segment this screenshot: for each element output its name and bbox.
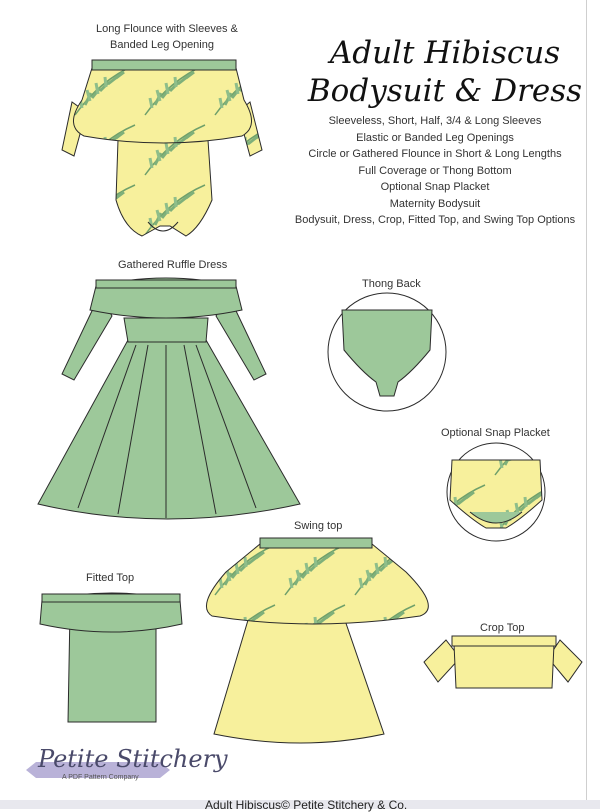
feature-item: Bodysuit, Dress, Crop, Fitted Top, and Swing Top Options	[294, 214, 576, 226]
footer-copyright: Adult Hibiscus© Petite Stitchery & Co.	[205, 798, 408, 812]
neckband	[92, 60, 236, 70]
logo-name: Petite Stitchery	[38, 745, 228, 773]
feature-item: Full Coverage or Thong Bottom	[358, 164, 512, 177]
caption-fitted-top: Fitted Top	[86, 572, 135, 584]
long-flounce-bodysuit	[62, 60, 262, 236]
crop-top-band	[452, 636, 556, 646]
caption-optional-snap-placket: Optional Snap Placket	[441, 427, 550, 439]
caption-long-flounce-line2: Banded Leg Opening	[110, 39, 214, 51]
swing-top-neckband	[260, 538, 372, 548]
feature-item: Circle or Gathered Flounce in Short & Long Lengths	[308, 148, 562, 160]
title-line-2: Bodysuit & Dress	[307, 73, 583, 109]
fitted-top-neckband	[42, 594, 180, 602]
caption-crop-top: Crop Top	[480, 622, 525, 634]
thong-back-detail	[328, 293, 446, 411]
feature-item: Sleeveless, Short, Half, 3/4 & Long Sleeves	[328, 115, 542, 127]
feature-item: Optional Snap Placket	[380, 181, 490, 193]
crop-top	[424, 636, 582, 688]
gathered-ruffle-dress	[38, 278, 300, 519]
swing-top	[206, 538, 428, 743]
feature-list	[280, 113, 590, 229]
logo-tagline: A PDF Pattern Company	[62, 774, 139, 781]
title-line-1: Adult Hibiscus	[329, 35, 561, 71]
caption-swing-top: Swing top	[294, 520, 343, 532]
crop-top-body	[454, 644, 554, 688]
snap-placket-detail	[447, 443, 545, 541]
swing-top-flounce	[206, 544, 428, 624]
fitted-top	[40, 593, 182, 722]
caption-long-flounce-line1: Long Flounce with Sleeves &	[96, 23, 238, 35]
feature-item: Elastic or Banded Leg Openings	[356, 131, 514, 144]
caption-gathered-ruffle-dress: Gathered Ruffle Dress	[118, 259, 228, 271]
feature-item: Maternity Bodysuit	[389, 197, 481, 210]
flounce	[73, 68, 251, 143]
caption-thong-back: Thong Back	[362, 278, 421, 290]
dress-neckband	[96, 280, 236, 288]
dress-bodice	[124, 318, 208, 342]
page-title	[300, 34, 590, 110]
bodysuit-body	[116, 140, 212, 236]
